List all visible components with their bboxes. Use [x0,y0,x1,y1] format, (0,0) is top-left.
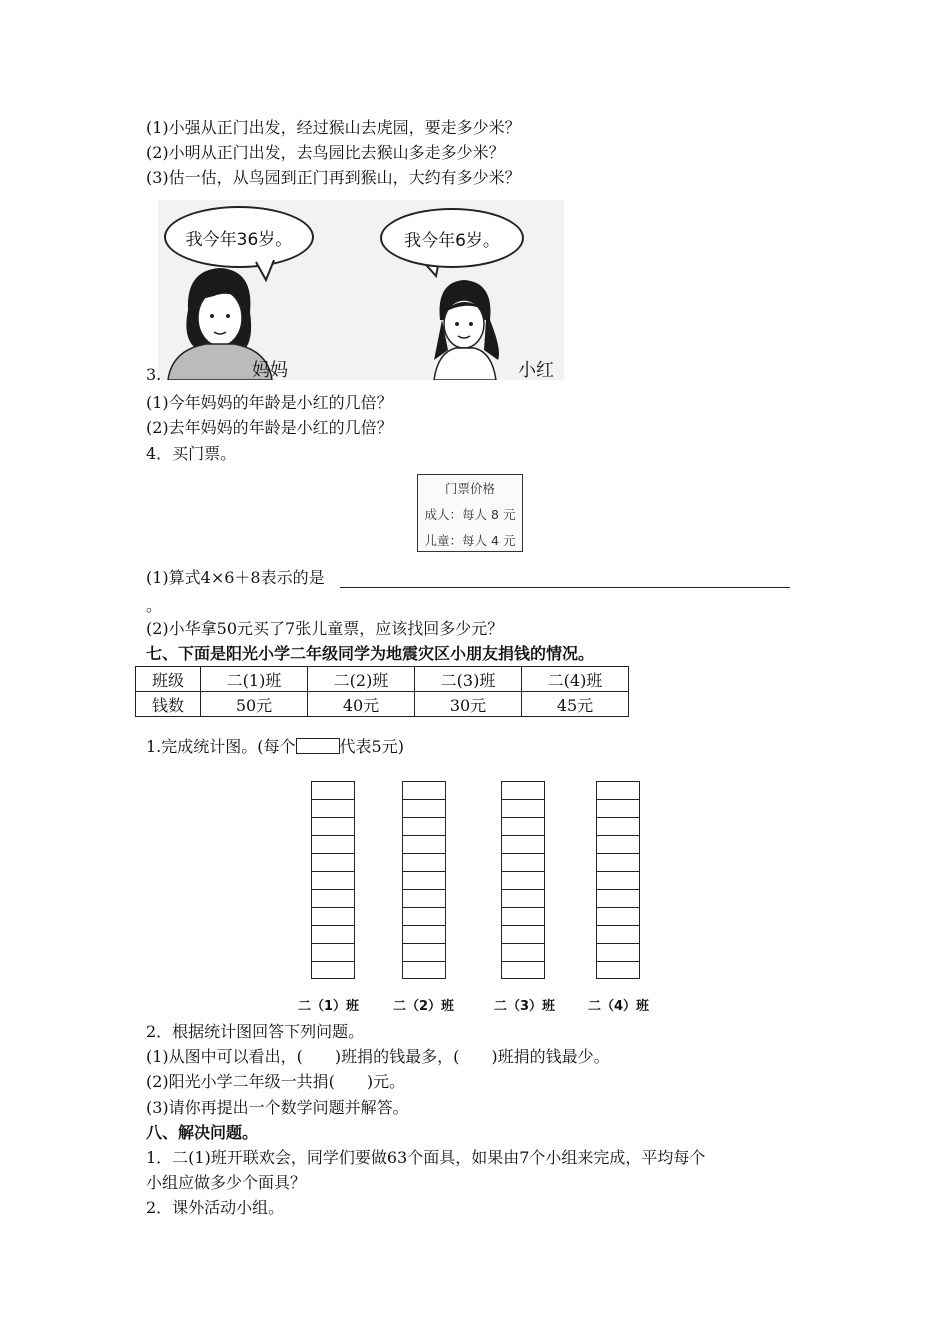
chart-grid-cell[interactable] [596,817,640,835]
q3-item-2: (2)去年妈妈的年龄是小红的几倍？ [146,418,393,437]
sec7-title: 七、下面是阳光小学二年级同学为地震灾区小朋友捐钱的情况。 [146,644,595,663]
chart-grid-cell[interactable] [596,943,640,961]
chart-grid-cell[interactable] [311,889,355,907]
ticket-adult-price: 成人：每人 8 元 [424,507,516,522]
unit-box-symbol [296,738,340,754]
chart-label: 二（2）班 [393,999,455,1014]
chart-column-1[interactable] [311,781,355,979]
chart-grid-cell[interactable] [501,853,545,871]
table-head-amount: 钱数 [136,692,201,717]
q4-item-1: (1)算式4×6＋8表示的是 [146,568,325,587]
girl-label: 小红 [518,360,554,381]
chart-column-3[interactable] [501,781,545,979]
chart-grid-cell[interactable] [402,907,446,925]
chart-grid-cell[interactable] [402,961,446,979]
chart-grid-cell[interactable] [311,871,355,889]
chart-grid-cell[interactable] [501,889,545,907]
chart-grid-cell[interactable] [501,799,545,817]
chart-grid-cell[interactable] [501,907,545,925]
chart-grid-cell[interactable] [596,835,640,853]
chart-grid-cell[interactable] [402,925,446,943]
sec7-item-2-3: (3)请你再提出一个数学问题并解答。 [146,1098,409,1117]
age-illustration [158,200,564,380]
chart-grid-cell[interactable] [501,781,545,799]
chart-grid-cell[interactable] [402,835,446,853]
chart-grid-cell[interactable] [596,781,640,799]
table-cell: 50元 [201,692,308,717]
chart-label: 二（1）班 [298,999,360,1014]
girl-speech-bubble: 我今年6岁。 [380,208,524,268]
sec7-item-1-text-b: 代表5元) [339,737,404,756]
table-row [136,667,629,692]
ticket-price-box [417,474,523,552]
q3-number: 3. [146,365,162,384]
sec8-item-1-a: 1．二(1)班开联欢会，同学们要做63个面具，如果由7个小组来完成，平均每个 [146,1148,706,1167]
chart-grid-cell[interactable] [402,889,446,907]
sec7-item-2-2: (2)阳光小学二年级一共捐( )元。 [146,1072,406,1091]
chart-grid-cell[interactable] [311,961,355,979]
q2-item-2: (2)小明从正门出发，去鸟园比去猴山多走多少米？ [146,143,505,162]
chart-grid-cell[interactable] [596,925,640,943]
chart-grid-cell[interactable] [501,871,545,889]
chart-grid-cell[interactable] [596,799,640,817]
ticket-title: 门票价格 [444,481,495,496]
q4-title: 4．买门票。 [146,444,237,463]
table-cell: 二(2)班 [308,667,415,692]
chart-grid-cell[interactable] [501,961,545,979]
sec7-item-1-text-a: 1.完成统计图。(每个 [146,737,296,756]
chart-grid-cell[interactable] [311,925,355,943]
chart-grid-cell[interactable] [402,799,446,817]
table-head-class: 班级 [136,667,201,692]
chart-grid-cell[interactable] [596,907,640,925]
table-cell: 45元 [522,692,629,717]
chart-grid-cell[interactable] [402,781,446,799]
q4-item-1-end: 。 [146,596,163,615]
table-row [136,692,629,717]
table-cell: 二(3)班 [415,667,522,692]
q2-item-1: (1)小强从正门出发，经过猴山去虎园，要走多少米？ [146,118,521,137]
chart-grid-cell[interactable] [311,907,355,925]
sec8-item-1-b: 小组应做多少个面具？ [146,1173,307,1192]
chart-grid-cell[interactable] [311,781,355,799]
chart-grid-cell[interactable] [596,961,640,979]
chart-grid-cell[interactable] [596,889,640,907]
ticket-child-price: 儿童：每人 4 元 [424,533,516,548]
chart-grid-cell[interactable] [596,871,640,889]
chart-grid-cell[interactable] [501,835,545,853]
q4-item-2: (2)小华拿50元买了7张儿童票，应该找回多少元？ [146,619,504,638]
girl-figure [434,280,499,380]
chart-label: 二（4）班 [588,999,650,1014]
mom-speech-bubble: 我今年36岁。 [164,206,314,268]
sec7-item-1 [146,736,404,758]
chart-column-2[interactable] [402,781,446,979]
table-cell: 30元 [415,692,522,717]
chart-grid-cell[interactable] [311,799,355,817]
chart-grid-cell[interactable] [402,871,446,889]
sec8-item-2: 2．课外活动小组。 [146,1198,285,1217]
donation-table [135,666,629,717]
chart-grid-cell[interactable] [402,943,446,961]
chart-column-4[interactable] [596,781,640,979]
chart-grid-cell[interactable] [596,853,640,871]
table-cell: 二(4)班 [522,667,629,692]
chart-grid-cell[interactable] [311,943,355,961]
chart-grid-cell[interactable] [402,817,446,835]
sec8-title: 八、解决问题。 [146,1123,259,1142]
chart-grid-cell[interactable] [501,817,545,835]
table-cell: 二(1)班 [201,667,308,692]
chart-grid-cell[interactable] [311,853,355,871]
table-cell: 40元 [308,692,415,717]
sec7-item-2: 2．根据统计图回答下列问题。 [146,1022,365,1041]
chart-grid-cell[interactable] [311,835,355,853]
q2-item-3: (3)估一估，从鸟园到正门再到猴山，大约有多少米？ [146,168,521,187]
chart-grid-cell[interactable] [501,925,545,943]
sec7-item-2-1: (1)从图中可以看出，( )班捐的钱最多，( )班捐的钱最少。 [146,1047,610,1066]
chart-grid-cell[interactable] [501,943,545,961]
chart-grid-cell[interactable] [311,817,355,835]
chart-label: 二（3）班 [494,999,556,1014]
mom-label: 妈妈 [252,360,288,381]
q3-item-1: (1)今年妈妈的年龄是小红的几倍？ [146,393,393,412]
answer-blank-line[interactable] [340,587,790,588]
chart-grid-cell[interactable] [402,853,446,871]
